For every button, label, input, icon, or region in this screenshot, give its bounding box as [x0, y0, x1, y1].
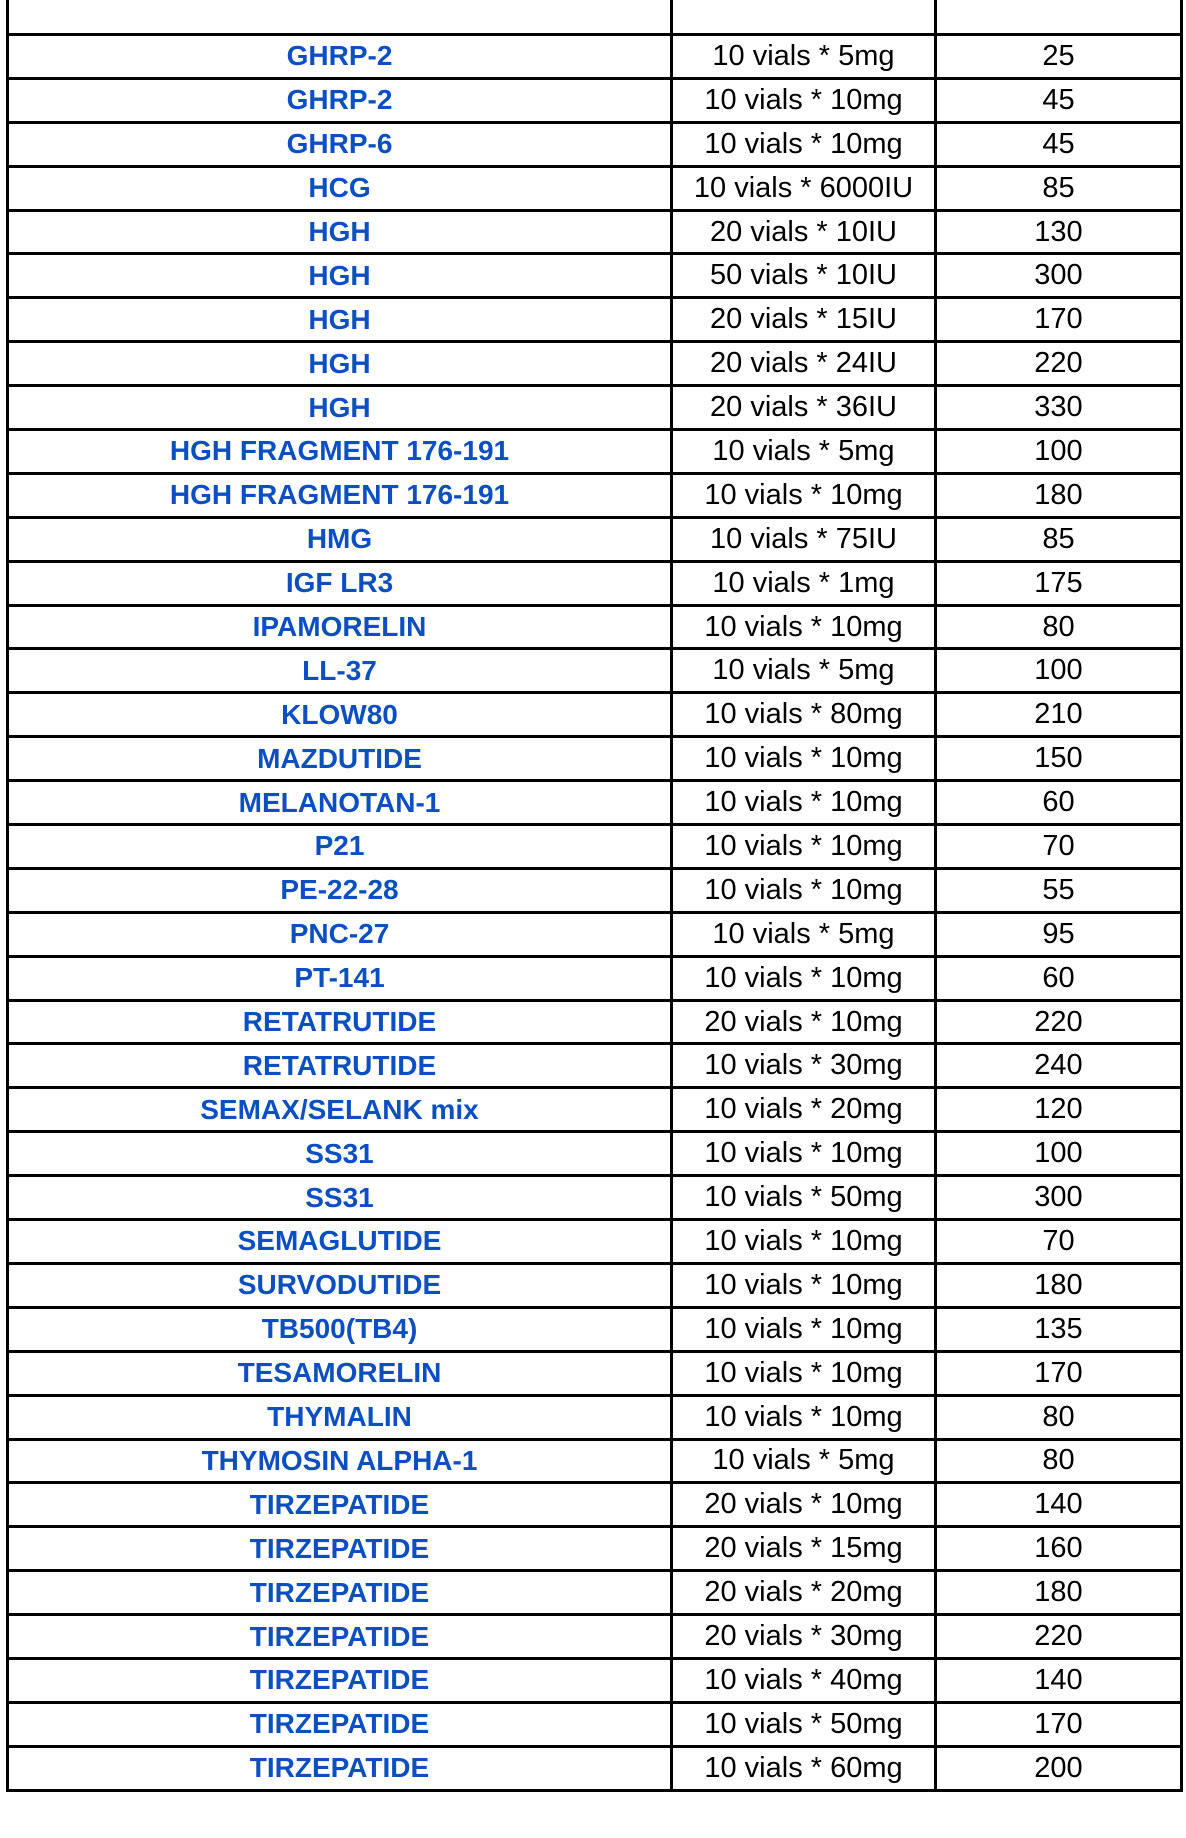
table-row	[8, 1044, 1182, 1088]
table-row	[8, 1439, 1182, 1483]
table-row	[8, 473, 1182, 517]
price-cell: 70	[936, 1220, 1182, 1264]
product-name-cell: HGH	[8, 210, 672, 254]
table-row	[8, 693, 1182, 737]
price-cell: 130	[936, 210, 1182, 254]
product-name-cell: GHRP-2	[8, 35, 672, 79]
product-name-cell: IPAMORELIN	[8, 605, 672, 649]
price-cell: 160	[936, 1527, 1182, 1571]
product-name-cell: MELANOTAN-1	[8, 781, 672, 825]
price-cell: 220	[936, 342, 1182, 386]
price-cell: 100	[936, 1132, 1182, 1176]
package-spec-cell: 20 vials * 24IU	[672, 342, 936, 386]
price-cell: 300	[936, 1176, 1182, 1220]
table-row	[8, 737, 1182, 781]
product-name-cell: HCG	[8, 166, 672, 210]
price-cell: 80	[936, 1439, 1182, 1483]
price-cell: 80	[936, 605, 1182, 649]
package-spec-cell: 10 vials * 10mg	[672, 825, 936, 869]
product-name-cell: HGH	[8, 298, 672, 342]
package-spec-cell: 10 vials * 10mg	[672, 78, 936, 122]
table-row	[8, 1351, 1182, 1395]
price-cell: 180	[936, 473, 1182, 517]
product-name-cell: HGH FRAGMENT 176-191	[8, 473, 672, 517]
price-cell: 60	[936, 781, 1182, 825]
price-table-body	[8, 0, 1182, 1790]
package-spec-cell: 10 vials * 60mg	[672, 1746, 936, 1790]
table-row	[8, 1746, 1182, 1790]
product-name-cell: TIRZEPATIDE	[8, 1746, 672, 1790]
cell-empty	[672, 0, 936, 35]
product-name-cell: KLOW80	[8, 693, 672, 737]
table-row	[8, 1088, 1182, 1132]
package-spec-cell: 10 vials * 1mg	[672, 561, 936, 605]
price-cell: 45	[936, 78, 1182, 122]
table-row	[8, 781, 1182, 825]
package-spec-cell: 10 vials * 10mg	[672, 956, 936, 1000]
table-row	[8, 35, 1182, 79]
table-row	[8, 1000, 1182, 1044]
product-name-cell: THYMALIN	[8, 1395, 672, 1439]
product-name-cell: HGH	[8, 386, 672, 430]
package-spec-cell: 10 vials * 75IU	[672, 517, 936, 561]
package-spec-cell: 10 vials * 5mg	[672, 430, 936, 474]
product-name-cell: RETATRUTIDE	[8, 1000, 672, 1044]
price-cell: 95	[936, 912, 1182, 956]
price-cell: 60	[936, 956, 1182, 1000]
package-spec-cell: 20 vials * 36IU	[672, 386, 936, 430]
price-cell: 25	[936, 35, 1182, 79]
package-spec-cell: 10 vials * 10mg	[672, 605, 936, 649]
product-name-cell: HGH	[8, 254, 672, 298]
price-cell: 70	[936, 825, 1182, 869]
product-name-cell: TIRZEPATIDE	[8, 1527, 672, 1571]
table-row	[8, 956, 1182, 1000]
package-spec-cell: 10 vials * 10mg	[672, 1351, 936, 1395]
price-cell: 120	[936, 1088, 1182, 1132]
table-row	[8, 1483, 1182, 1527]
price-cell: 170	[936, 1351, 1182, 1395]
package-spec-cell: 10 vials * 10mg	[672, 1132, 936, 1176]
table-row	[8, 1395, 1182, 1439]
table-row	[8, 868, 1182, 912]
table-row	[8, 825, 1182, 869]
price-cell: 135	[936, 1307, 1182, 1351]
product-name-cell: LL-37	[8, 649, 672, 693]
table-row	[8, 78, 1182, 122]
product-name-cell: TIRZEPATIDE	[8, 1571, 672, 1615]
product-name-cell: HMG	[8, 517, 672, 561]
package-spec-cell: 10 vials * 5mg	[672, 912, 936, 956]
cell-empty	[8, 0, 672, 35]
table-row	[8, 1132, 1182, 1176]
product-name-cell: IGF LR3	[8, 561, 672, 605]
price-cell: 100	[936, 430, 1182, 474]
product-name-cell: SEMAGLUTIDE	[8, 1220, 672, 1264]
table-row	[8, 166, 1182, 210]
price-cell: 200	[936, 1746, 1182, 1790]
package-spec-cell: 10 vials * 5mg	[672, 1439, 936, 1483]
price-cell: 220	[936, 1615, 1182, 1659]
package-spec-cell: 10 vials * 30mg	[672, 1044, 936, 1088]
table-row	[8, 1702, 1182, 1746]
package-spec-cell: 10 vials * 50mg	[672, 1176, 936, 1220]
price-cell: 85	[936, 166, 1182, 210]
table-row	[8, 386, 1182, 430]
package-spec-cell: 10 vials * 10mg	[672, 1395, 936, 1439]
price-cell: 180	[936, 1571, 1182, 1615]
product-name-cell: TIRZEPATIDE	[8, 1702, 672, 1746]
product-name-cell: HGH	[8, 342, 672, 386]
package-spec-cell: 50 vials * 10IU	[672, 254, 936, 298]
package-spec-cell: 20 vials * 10IU	[672, 210, 936, 254]
table-row	[8, 430, 1182, 474]
table-row	[8, 1527, 1182, 1571]
price-table	[6, 0, 1183, 1792]
package-spec-cell: 20 vials * 10mg	[672, 1000, 936, 1044]
package-spec-cell: 10 vials * 10mg	[672, 122, 936, 166]
package-spec-cell: 20 vials * 10mg	[672, 1483, 936, 1527]
package-spec-cell: 10 vials * 10mg	[672, 737, 936, 781]
table-row	[8, 1263, 1182, 1307]
price-cell: 180	[936, 1263, 1182, 1307]
package-spec-cell: 10 vials * 5mg	[672, 649, 936, 693]
product-name-cell: SEMAX/SELANK mix	[8, 1088, 672, 1132]
price-cell: 80	[936, 1395, 1182, 1439]
package-spec-cell: 10 vials * 10mg	[672, 1307, 936, 1351]
product-name-cell: HGH FRAGMENT 176-191	[8, 430, 672, 474]
cell-empty	[936, 0, 1182, 35]
price-cell: 210	[936, 693, 1182, 737]
package-spec-cell: 20 vials * 15mg	[672, 1527, 936, 1571]
table-row	[8, 210, 1182, 254]
table-row	[8, 254, 1182, 298]
product-name-cell: TIRZEPATIDE	[8, 1615, 672, 1659]
package-spec-cell: 10 vials * 10mg	[672, 473, 936, 517]
package-spec-cell: 10 vials * 10mg	[672, 781, 936, 825]
product-name-cell: SS31	[8, 1176, 672, 1220]
package-spec-cell: 10 vials * 80mg	[672, 693, 936, 737]
table-row	[8, 649, 1182, 693]
table-row	[8, 912, 1182, 956]
table-row	[8, 298, 1182, 342]
table-row	[8, 1615, 1182, 1659]
table-row	[8, 517, 1182, 561]
table-row	[8, 561, 1182, 605]
price-cell: 330	[936, 386, 1182, 430]
price-cell: 85	[936, 517, 1182, 561]
product-name-cell: SURVODUTIDE	[8, 1263, 672, 1307]
price-cell: 150	[936, 737, 1182, 781]
price-cell: 240	[936, 1044, 1182, 1088]
product-name-cell: SS31	[8, 1132, 672, 1176]
table-row	[8, 1658, 1182, 1702]
package-spec-cell: 10 vials * 5mg	[672, 35, 936, 79]
package-spec-cell: 10 vials * 10mg	[672, 1263, 936, 1307]
price-cell: 170	[936, 298, 1182, 342]
table-row-partial	[8, 0, 1182, 35]
product-name-cell: TESAMORELIN	[8, 1351, 672, 1395]
table-row	[8, 1176, 1182, 1220]
package-spec-cell: 10 vials * 10mg	[672, 1220, 936, 1264]
table-row	[8, 122, 1182, 166]
price-cell: 55	[936, 868, 1182, 912]
package-spec-cell: 10 vials * 10mg	[672, 868, 936, 912]
price-cell: 140	[936, 1483, 1182, 1527]
table-row	[8, 342, 1182, 386]
table-row	[8, 605, 1182, 649]
price-cell: 175	[936, 561, 1182, 605]
package-spec-cell: 20 vials * 30mg	[672, 1615, 936, 1659]
price-cell: 300	[936, 254, 1182, 298]
product-name-cell: TIRZEPATIDE	[8, 1658, 672, 1702]
price-cell: 45	[936, 122, 1182, 166]
price-cell: 140	[936, 1658, 1182, 1702]
product-name-cell: TB500(TB4)	[8, 1307, 672, 1351]
package-spec-cell: 20 vials * 15IU	[672, 298, 936, 342]
package-spec-cell: 10 vials * 6000IU	[672, 166, 936, 210]
product-name-cell: PNC-27	[8, 912, 672, 956]
package-spec-cell: 10 vials * 40mg	[672, 1658, 936, 1702]
product-name-cell: PT-141	[8, 956, 672, 1000]
price-cell: 220	[936, 1000, 1182, 1044]
table-row	[8, 1571, 1182, 1615]
product-name-cell: TIRZEPATIDE	[8, 1483, 672, 1527]
product-name-cell: MAZDUTIDE	[8, 737, 672, 781]
product-name-cell: GHRP-6	[8, 122, 672, 166]
product-name-cell: THYMOSIN ALPHA-1	[8, 1439, 672, 1483]
package-spec-cell: 10 vials * 20mg	[672, 1088, 936, 1132]
product-name-cell: P21	[8, 825, 672, 869]
price-cell: 100	[936, 649, 1182, 693]
table-row	[8, 1220, 1182, 1264]
table-row	[8, 1307, 1182, 1351]
product-name-cell: GHRP-2	[8, 78, 672, 122]
product-name-cell: RETATRUTIDE	[8, 1044, 672, 1088]
package-spec-cell: 10 vials * 50mg	[672, 1702, 936, 1746]
product-name-cell: PE-22-28	[8, 868, 672, 912]
package-spec-cell: 20 vials * 20mg	[672, 1571, 936, 1615]
price-cell: 170	[936, 1702, 1182, 1746]
